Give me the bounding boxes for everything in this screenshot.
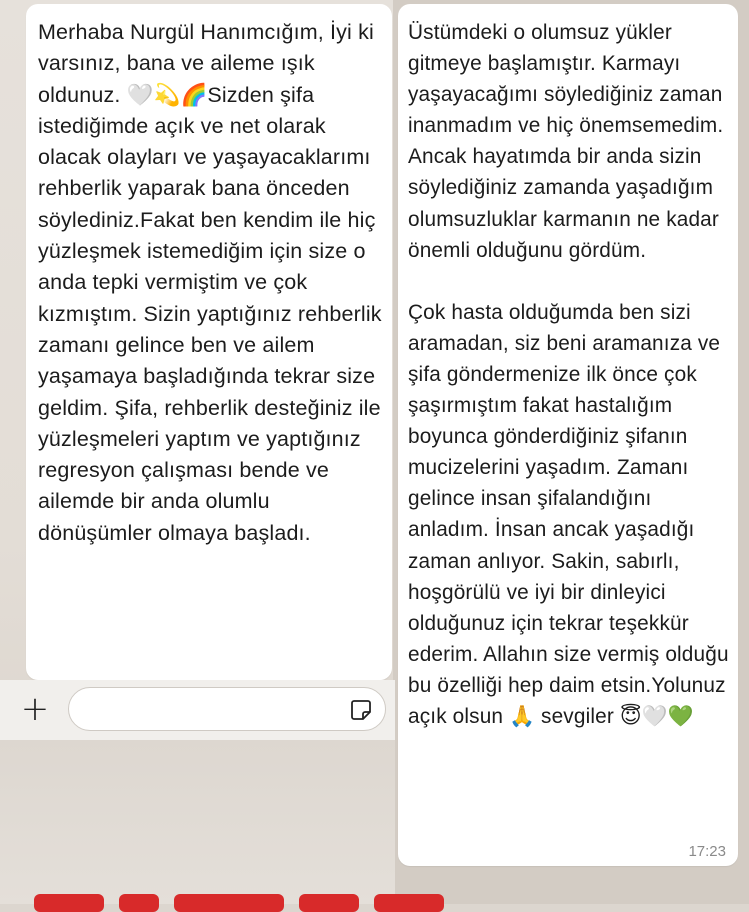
left-message-text: Merhaba Nurgül Hanımcığım, İyi ki varsınız, bana ve aileme ışık oldunuz. 🤍💫🌈Sizden şifa istediğimde açık ve net olarak olacak olayları ve yaşayacaklarımı rehberlik yaparak bana önceden söylediniz.Fakat ben kendim ile hiç yüzleşmek istemediğim için size o anda tepki vermiştim ve çok kızmıştım. Sizin yaptığınız rehberlik zamanı gelince ben ve ailem yaşamaya başladığında tekrar size geldim. Şifa, rehberlik desteğiniz ile yüzleşmeleri yaptım ve yaptığınız regresyon çalışması bende ve ailemde bir anda olumlu dönüşümler olmaya başladı. — [38, 20, 382, 545]
cropped-red-caption — [34, 872, 454, 912]
right-message-paragraph-2: Çok hasta olduğumda ben sizi aramadan, siz beni aramanıza ve şifa göndermenize ilk önce çok şaşırmıştım fakat hastalığım boyunca gönderdiğiniz şifanın mucizelerini yaşadım. Zamanı gelince insan şifalandığını anladım. İnsan ancak yaşadığı zaman anlıyor. Sakin, sabırlı, hoşgörülü ve iyi bir dinleyici olduğunuz için tekrar teşekkür ederim. Allahın size vermiş olduğu bu özelliği hep daim etsin.Yolunuz açık olsun 🙏 sevgiler 😇🤍💚 — [408, 300, 729, 728]
message-timestamp: 17:23 — [688, 843, 726, 860]
right-message-bubble[interactable] — [398, 4, 738, 866]
paragraph-spacer — [408, 266, 732, 297]
sticker-icon[interactable] — [349, 698, 373, 722]
right-message-paragraph-1: Üstümdeki o olumsuz yükler gitmeye başlamıştır. Karmayı yaşayacağımı söylediğiniz zaman inanmadım ve hiç önemsemedim. Ancak hayatımda bir anda sizin söylediğiniz zamanda yaşadığım olumsuzluklar karmanın ne kadar önemli olduğunu gördüm. — [408, 21, 724, 262]
left-message-bubble[interactable] — [26, 4, 392, 680]
attach-plus-button[interactable]: + — [20, 689, 50, 729]
message-input[interactable] — [68, 687, 386, 731]
